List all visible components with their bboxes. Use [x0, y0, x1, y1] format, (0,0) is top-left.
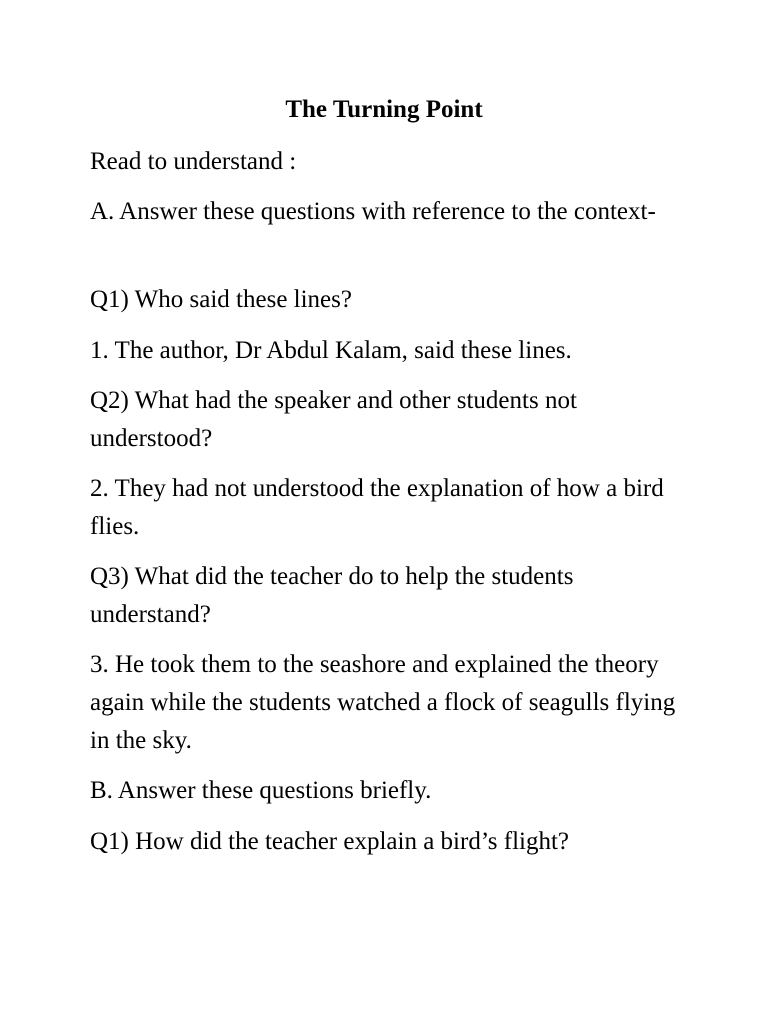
answer-a2: 2. They had not understood the explanation of how a bird flies. [90, 475, 664, 540]
question-b1: Q1) How did the teacher explain a bird’s flight? [90, 828, 570, 855]
instruction-read: Read to understand : [90, 148, 297, 175]
section-b-heading: B. Answer these questions briefly. [90, 777, 432, 804]
document-title: The Turning Point [285, 96, 483, 123]
question-a2: Q2) What had the speaker and other students not understood? [90, 387, 577, 452]
question-a1: Q1) Who said these lines? [90, 286, 352, 313]
section-a-heading: A. Answer these questions with reference to the context- [90, 198, 656, 225]
answer-a1: 1. The author, Dr Abdul Kalam, said these lines. [90, 337, 572, 364]
answer-a3: 3. He took them to the seashore and explained the theory again while the students watched a flock of seagulls flying in the sky. [90, 651, 676, 754]
question-a3: Q3) What did the teacher do to help the students understand? [90, 563, 574, 628]
